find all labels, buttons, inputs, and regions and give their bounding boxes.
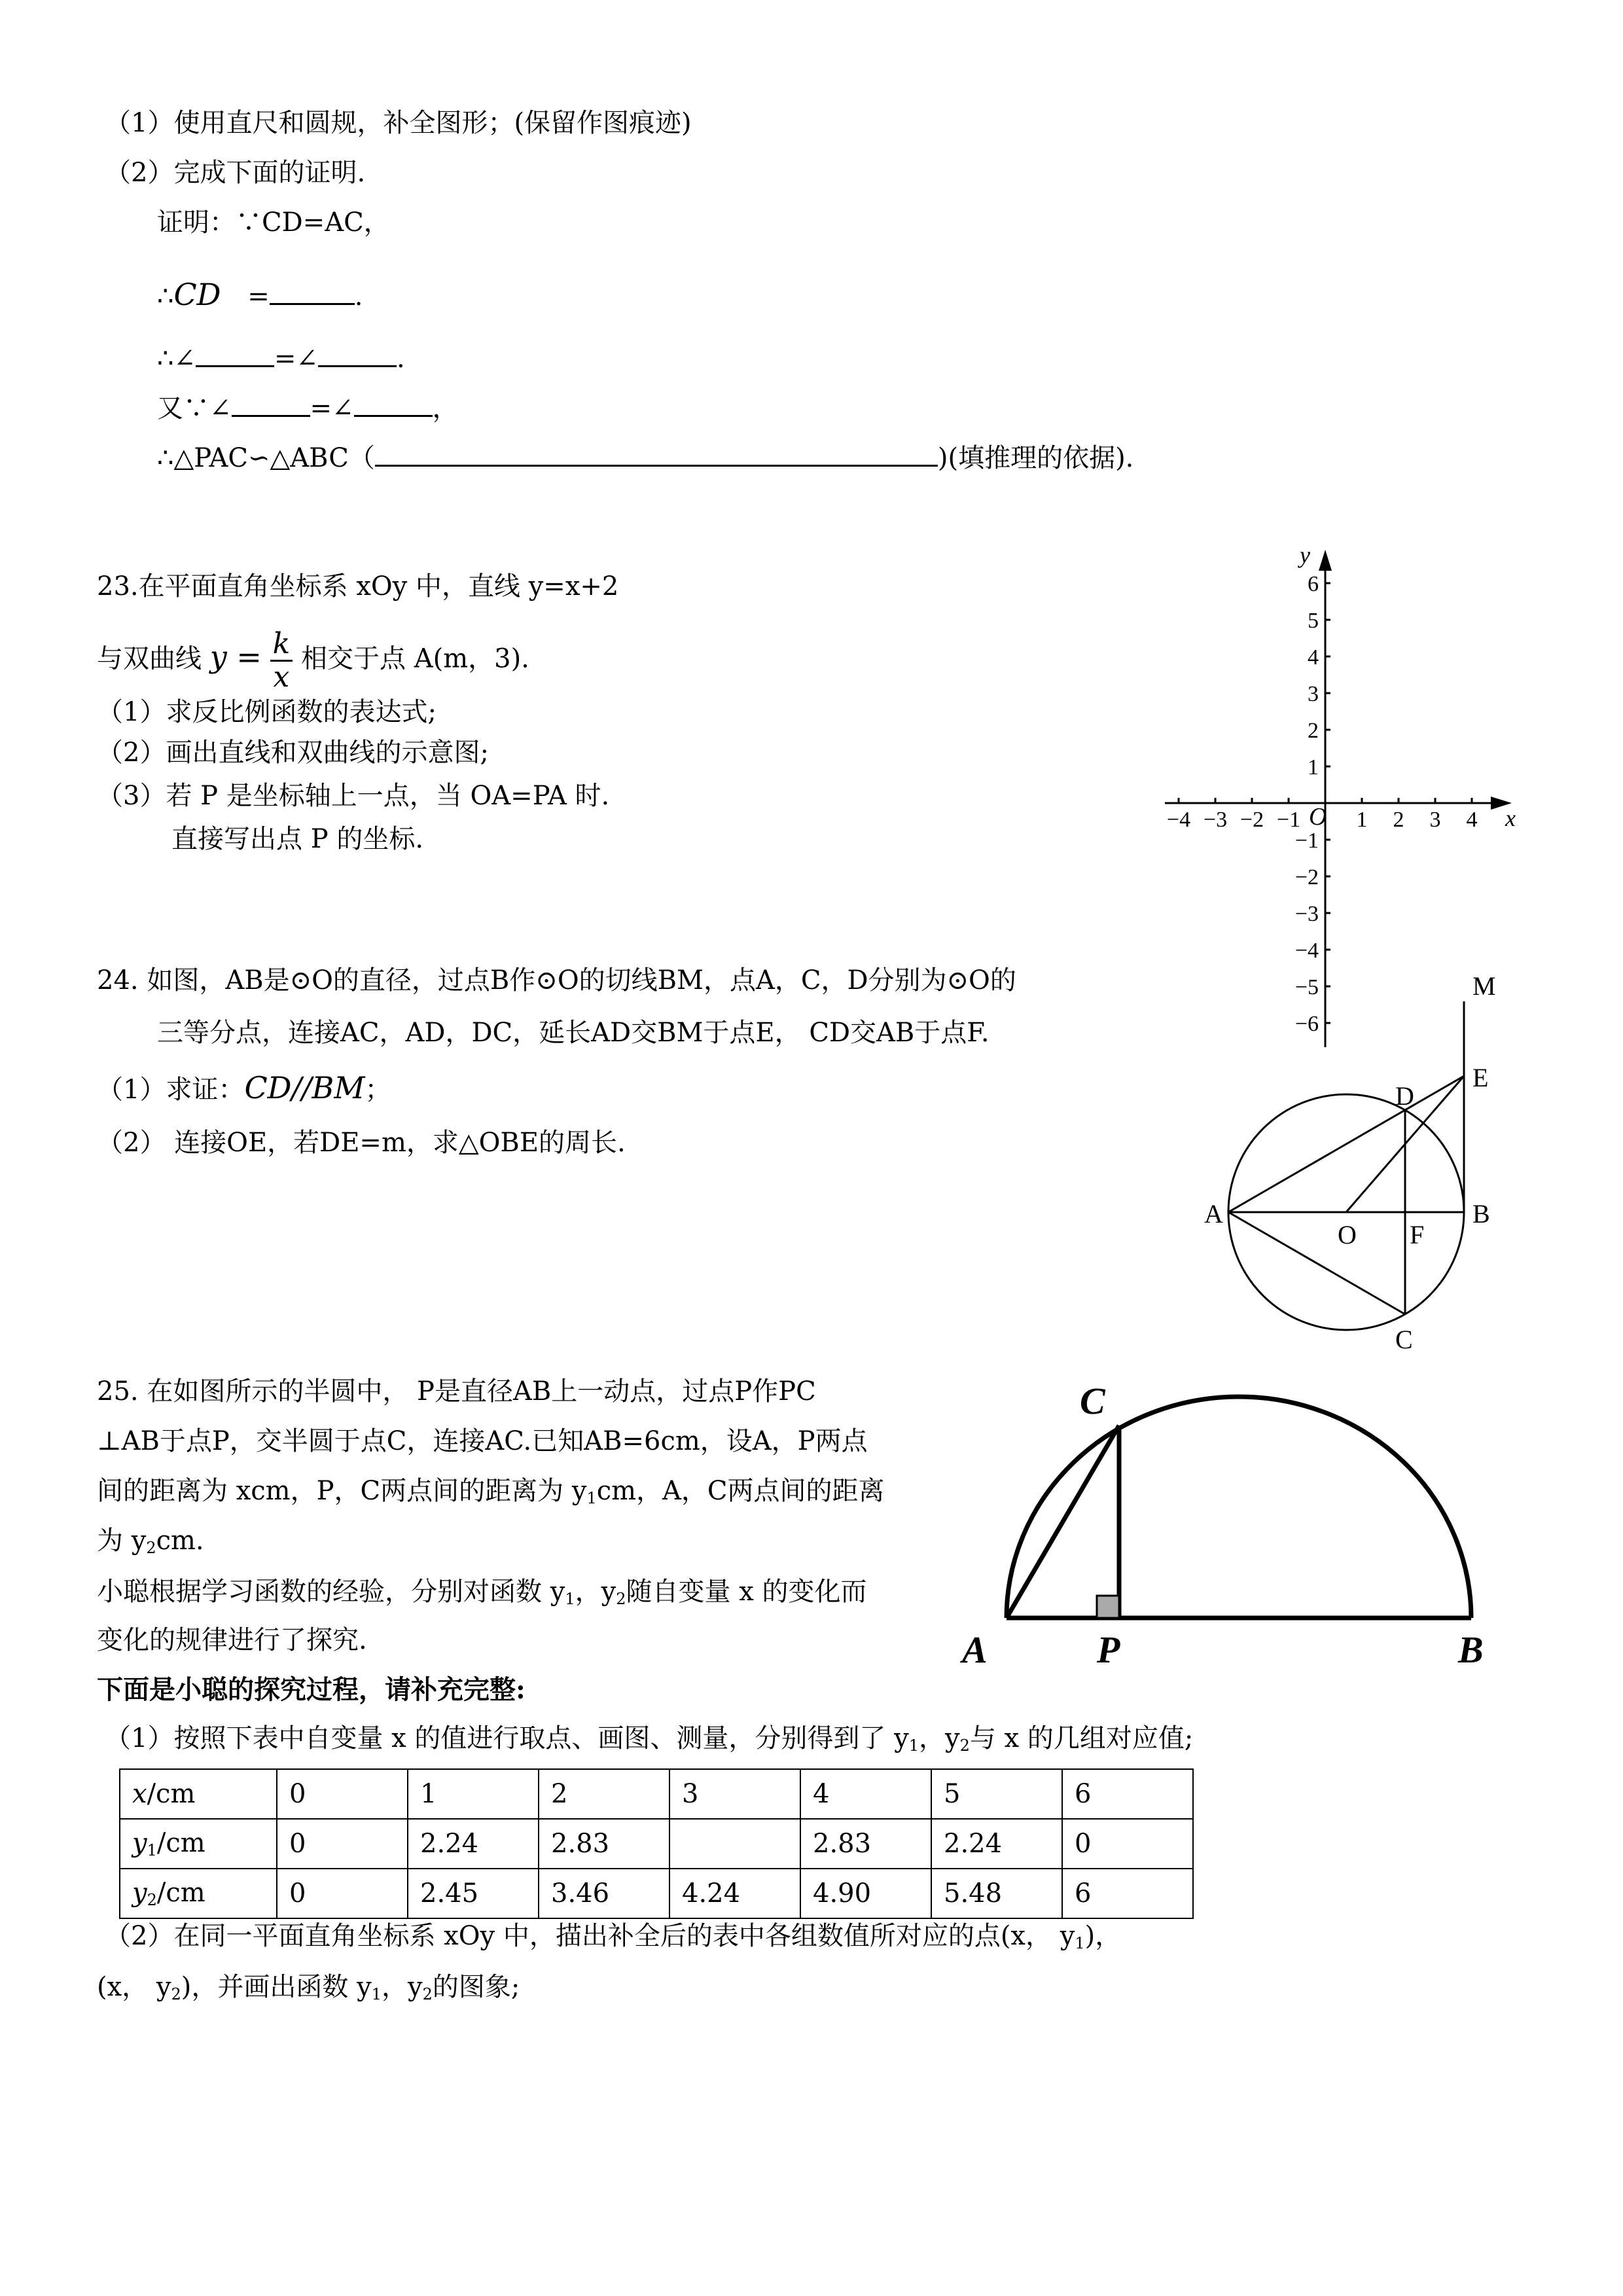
- q25-part1-mid: ，y: [919, 1723, 960, 1753]
- x-tick-label: 2: [1393, 808, 1404, 832]
- values-table: [119, 1768, 1194, 1919]
- row-header-var: x: [132, 1779, 147, 1809]
- cd-parallel-bm: CD//BM: [244, 1070, 365, 1105]
- q23-part3: （3）若 P 是坐标轴上一点，当 OA=PA 时.: [97, 781, 610, 811]
- answer-blank-2[interactable]: [196, 340, 274, 367]
- y-tick-label: −2: [1294, 865, 1319, 889]
- q25-part2: [105, 1919, 1121, 1960]
- q25-line5-post: 随自变量 x 的变化而: [626, 1577, 867, 1607]
- answer-blank-6[interactable]: [375, 440, 938, 467]
- label-p: P: [1097, 1628, 1120, 1671]
- table-cell: 6: [1062, 1869, 1193, 1918]
- answer-blank-5[interactable]: [354, 390, 433, 417]
- y-tick-label: −1: [1294, 829, 1319, 853]
- y-tick-label: −4: [1294, 939, 1319, 963]
- q25-part3: [97, 1970, 520, 2011]
- y-tick-label: 3: [1308, 682, 1319, 706]
- angle-symbol: ∠: [296, 344, 318, 374]
- table-cell: 2.83: [800, 1819, 931, 1869]
- q23-part1: （1）求反比例函数的表达式;: [97, 697, 437, 727]
- q22-step2: [157, 340, 405, 376]
- period: .: [397, 344, 405, 374]
- q25-line3-pre: 间的距离为 xcm，P，C两点间的距离为 y: [97, 1476, 587, 1506]
- table-cell: 5.48: [931, 1869, 1062, 1918]
- right-angle-mark: [1097, 1596, 1119, 1618]
- empty-cell[interactable]: [669, 1819, 800, 1869]
- x-tick-label: 3: [1429, 808, 1441, 832]
- table-cell: 0: [1062, 1819, 1193, 1869]
- similar-conclusion: ∴△PAC∽△ABC（: [157, 443, 375, 473]
- circle-figure: [1191, 956, 1496, 1361]
- q22-step1: [157, 278, 363, 314]
- q22-part1: （1）使用直尺和圆规，补全图形；(保留作图痕迹): [105, 108, 692, 138]
- subscript: 1: [147, 1841, 157, 1859]
- period: .: [354, 281, 363, 312]
- row-header-unit: /cm: [147, 1779, 196, 1809]
- subscript: 2: [146, 1539, 156, 1557]
- table-row: [120, 1769, 1193, 1819]
- q23-line2-pre: 与双曲线: [97, 643, 202, 674]
- q25-part3-post: 的图象;: [432, 1972, 520, 2002]
- q25-line5: [97, 1575, 866, 1616]
- q25-line4: [97, 1524, 204, 1565]
- y-axis-label: y: [1300, 542, 1310, 568]
- y-tick-label: 4: [1308, 645, 1319, 670]
- q25-line5-pre: 小聪根据学习函数的经验，分别对函数 y: [97, 1577, 565, 1607]
- q23-line2-post: 相交于点 A(m，3).: [300, 643, 529, 674]
- answer-blank-1[interactable]: [270, 278, 355, 305]
- label-f: F: [1410, 1220, 1425, 1249]
- q24-part1-pre: （1）求证：: [97, 1075, 245, 1105]
- line-ae: [1228, 1076, 1464, 1212]
- y-tick-label: −3: [1294, 902, 1319, 926]
- label-a: A: [1204, 1199, 1223, 1229]
- row-header: [120, 1869, 277, 1918]
- origin-label: O: [1309, 803, 1327, 831]
- q23-part3b: 直接写出点 P 的坐标.: [171, 824, 424, 854]
- x-tick-label: −1: [1276, 808, 1301, 832]
- row-header-unit: /cm: [156, 1878, 205, 1908]
- y-tick-label: −6: [1294, 1012, 1319, 1036]
- y-tick-label: −5: [1294, 975, 1319, 999]
- table-cell: 2.24: [408, 1819, 539, 1869]
- label-a: A: [962, 1628, 988, 1671]
- q25-part1-pre: （1）按照下表中自变量 x 的值进行取点、画图、测量，分别得到了 y: [105, 1723, 909, 1753]
- q23-line1: 23.在平面直角坐标系 xOy 中，直线 y=x+2: [97, 571, 619, 601]
- semicircle-arc: [1007, 1397, 1471, 1618]
- comma: ，: [432, 393, 459, 423]
- label-m: M: [1472, 971, 1496, 1001]
- q22-step4: [157, 440, 1133, 475]
- q22-proof-start: 证明：∵CD=AC，: [157, 207, 390, 238]
- q23-line2: [97, 628, 529, 693]
- q25-part3-pre: (x， y: [97, 1972, 171, 2002]
- equals-sign: =: [310, 393, 332, 423]
- table-cell: 6: [1062, 1769, 1193, 1819]
- q24-line1: 24. 如图，AB是⊙O的直径，过点B作⊙O的切线BM，点A，C，D分别为⊙O的: [97, 965, 1016, 996]
- subscript: 2: [616, 1590, 626, 1608]
- subscript: 1: [908, 1736, 919, 1755]
- subscript: 2: [171, 1985, 181, 2003]
- q25-part1-post: 与 x 的几组对应值;: [969, 1723, 1194, 1753]
- label-c: C: [1395, 1325, 1413, 1354]
- q25-line2: ⊥AB于点P，交半圆于点C，连接AC.已知AB=6cm，设A，P两点: [97, 1426, 868, 1456]
- basis-note: )(填推理的依据).: [937, 443, 1134, 473]
- answer-blank-3[interactable]: [318, 340, 397, 367]
- q25-part3-mid: )，并画出函数 y: [181, 1972, 372, 2002]
- cd-label: CD: [173, 277, 221, 312]
- table-cell: 0: [277, 1769, 408, 1819]
- table-cell: 4.24: [669, 1869, 800, 1918]
- line-ac: [1228, 1212, 1405, 1314]
- q22-part2: （2）完成下面的证明.: [105, 158, 366, 188]
- because-symbol: 又∵: [157, 393, 209, 423]
- angle-symbol: ∠: [209, 393, 232, 423]
- q25-part1: [105, 1721, 1193, 1763]
- q23-part2: （2）画出直线和双曲线的示意图;: [97, 738, 489, 768]
- table-row: [120, 1869, 1193, 1918]
- table-cell: 2: [539, 1769, 669, 1819]
- q25-line3: [97, 1474, 885, 1515]
- y-tick-label: 2: [1308, 719, 1319, 743]
- row-header: [120, 1769, 277, 1819]
- table-cell: 4.90: [800, 1869, 931, 1918]
- table-cell: 2.45: [408, 1869, 539, 1918]
- table-cell: 2.24: [931, 1819, 1062, 1869]
- label-b: B: [1458, 1628, 1484, 1671]
- semicircle-figure: [962, 1361, 1512, 1702]
- table-row: [120, 1819, 1193, 1869]
- q25-line3-mid: cm，A，C两点间的距离: [596, 1476, 885, 1506]
- y-tick-label: 6: [1308, 572, 1319, 596]
- table-cell: 5: [931, 1769, 1062, 1819]
- angle-symbol: ∠: [332, 393, 354, 423]
- q25-bold-line: 下面是小聪的探究过程，请补充完整:: [97, 1674, 526, 1705]
- q25-part2-pre: （2）在同一平面直角坐标系 xOy 中，描出补全后的表中各组数值所对应的点(x， y: [105, 1921, 1075, 1951]
- y-tick-label: 5: [1308, 609, 1319, 633]
- q24-part1-post: ；: [365, 1075, 391, 1105]
- equals-sign: =: [274, 344, 296, 374]
- x-axis-label: x: [1505, 805, 1516, 831]
- label-c: C: [1080, 1380, 1105, 1422]
- q22-step3: [157, 390, 459, 425]
- table-cell: 2.83: [539, 1819, 669, 1869]
- q25-line4-post: cm.: [156, 1526, 204, 1556]
- table-cell: 0: [277, 1819, 408, 1869]
- table-cell: 0: [277, 1869, 408, 1918]
- row-header-var: y: [132, 1878, 147, 1908]
- x-tick-label: 1: [1356, 808, 1368, 832]
- x-tick-label: −3: [1203, 808, 1228, 832]
- table-cell: 4: [800, 1769, 931, 1819]
- table-cell: 3.46: [539, 1869, 669, 1918]
- therefore-symbol: ∴: [157, 344, 174, 374]
- label-d: D: [1395, 1081, 1414, 1111]
- label-b: B: [1472, 1199, 1490, 1229]
- table-cell: 1: [408, 1769, 539, 1819]
- segment-ac: [1007, 1426, 1119, 1618]
- x-tick-label: −2: [1240, 808, 1264, 832]
- row-header-var: y: [132, 1828, 147, 1858]
- q24-part1: [97, 1071, 391, 1107]
- subscript: 2: [422, 1985, 433, 2003]
- row-header: [120, 1819, 277, 1869]
- formula-y: y =: [209, 639, 262, 675]
- y-tick-label: 1: [1308, 755, 1319, 780]
- q24-line2: 三等分点，连接AC，AD，DC，延长AD交BM于点E， CD交AB于点F.: [157, 1018, 990, 1048]
- row-header-unit: /cm: [156, 1828, 205, 1858]
- fraction-denominator: x: [273, 660, 290, 694]
- q25-line1: 25. 在如图所示的半圆中， P是直径AB上一动点，过点P作PC: [97, 1376, 816, 1407]
- q25-line6: 变化的规律进行了探究.: [97, 1625, 367, 1655]
- equals-sign: =: [247, 281, 270, 312]
- q25-part2-post: )，: [1084, 1921, 1122, 1951]
- fraction: [270, 628, 293, 693]
- therefore-symbol: ∴: [157, 281, 174, 312]
- subscript: 1: [586, 1489, 597, 1507]
- label-o: O: [1338, 1220, 1357, 1249]
- q25-part3-mid2: ，y: [381, 1972, 423, 2002]
- q24-part2: （2） 连接OE，若DE=m，求△OBE的周长.: [97, 1128, 626, 1158]
- label-e: E: [1472, 1063, 1489, 1092]
- q25-line4-pre: 为 y: [97, 1526, 147, 1556]
- x-tick-label: −4: [1166, 808, 1191, 832]
- answer-blank-4[interactable]: [232, 390, 310, 417]
- q25-line5-mid: ，y: [575, 1577, 616, 1607]
- subscript: 1: [1075, 1934, 1085, 1952]
- subscript: 1: [565, 1590, 575, 1608]
- table-cell: 3: [669, 1769, 800, 1819]
- y-axis-arrow: [1319, 550, 1332, 571]
- fraction-numerator: k: [270, 628, 293, 662]
- subscript: 2: [147, 1891, 157, 1909]
- x-tick-label: 4: [1466, 808, 1478, 832]
- subscript: 2: [959, 1736, 970, 1755]
- subscript: 1: [371, 1985, 382, 2003]
- angle-symbol: ∠: [173, 344, 196, 374]
